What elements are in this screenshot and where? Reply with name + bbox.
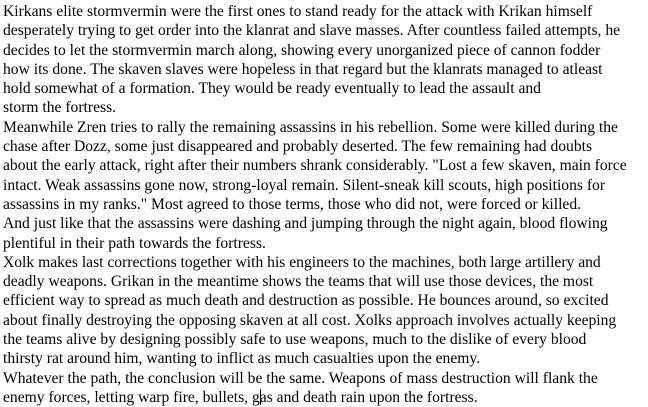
- text-line: Xolk makes last corrections together with his engineers to the machines, both large artillery and: [3, 253, 601, 271]
- paragraph-4: [3, 253, 647, 369]
- text-line: storm the fortress.: [3, 99, 117, 117]
- text-line: plentiful in their path towards the fortress.: [3, 234, 266, 252]
- paragraph-1: [3, 2, 647, 118]
- text-line: the teams alive by designing possibly safe to use weapons, much to the dislike of every blood: [3, 331, 587, 349]
- text-line: how its done. The skaven slaves were hopeless in that regard but the klanrats managed to atleast: [3, 60, 603, 78]
- text-line: And just like that the assassins were dashing and jumping through the night again, blood flowing: [3, 215, 608, 233]
- text-after-cursor: as and death rain upon the fortress.: [259, 388, 478, 406]
- text-line: deadly weapons. Grikan in the meantime shows the teams that will use those devices, the most: [3, 273, 594, 291]
- document-body[interactable]: [3, 2, 647, 407]
- text-line: Whatever the path, the conclusion will be the same. Weapons of mass destruction will flank the: [3, 369, 598, 387]
- text-line: efficient way to spread as much death and destruction as possible. He bounces around, so excited: [3, 292, 609, 310]
- text-line: assassins in my ranks." Most agreed to those terms, those who did not, were forced or killed.: [3, 195, 582, 213]
- paragraph-5: [3, 369, 647, 407]
- text-line: decides to let the stormvermin march along, showing every unorganized piece of cannon fodder: [3, 41, 601, 59]
- text-line: Meanwhile Zren tries to rally the remaining assassins in his rebellion. Some were killed during the: [3, 118, 618, 136]
- text-line: hold somewhat of a formation. They would be ready eventually to lead the assault and: [3, 80, 541, 98]
- text-line: chase after Dozz, some just disappeared and probably deserted. The few remaining had doubts: [3, 138, 593, 156]
- text-before-cursor: enemy forces, letting warp fire, bullets, g: [3, 388, 260, 406]
- text-line: about the early attack, right after their numbers shrank considerably. "Lost a few skaven, main force: [3, 157, 627, 175]
- text-line: thirsty rat around him, wanting to inflict as much casualties upon the enemy.: [3, 350, 481, 368]
- text-line: Kirkans elite stormvermin were the first ones to stand ready for the attack with Krikan himself: [3, 3, 593, 20]
- paragraph-2: [3, 118, 647, 214]
- text-line: about finally destroying the opposing skaven at all cost. Xolks approach involves actually keeping: [3, 311, 617, 329]
- text-line-with-cursor: [3, 388, 647, 407]
- text-line: intact. Weak assassins gone now, strong-loyal remain. Silent-sneak kill scouts, high positions for: [3, 176, 606, 194]
- text-line: desperately trying to get order into the klanrat and slave masses. After countless failed attempts, he: [3, 22, 621, 40]
- paragraph-3: [3, 214, 647, 253]
